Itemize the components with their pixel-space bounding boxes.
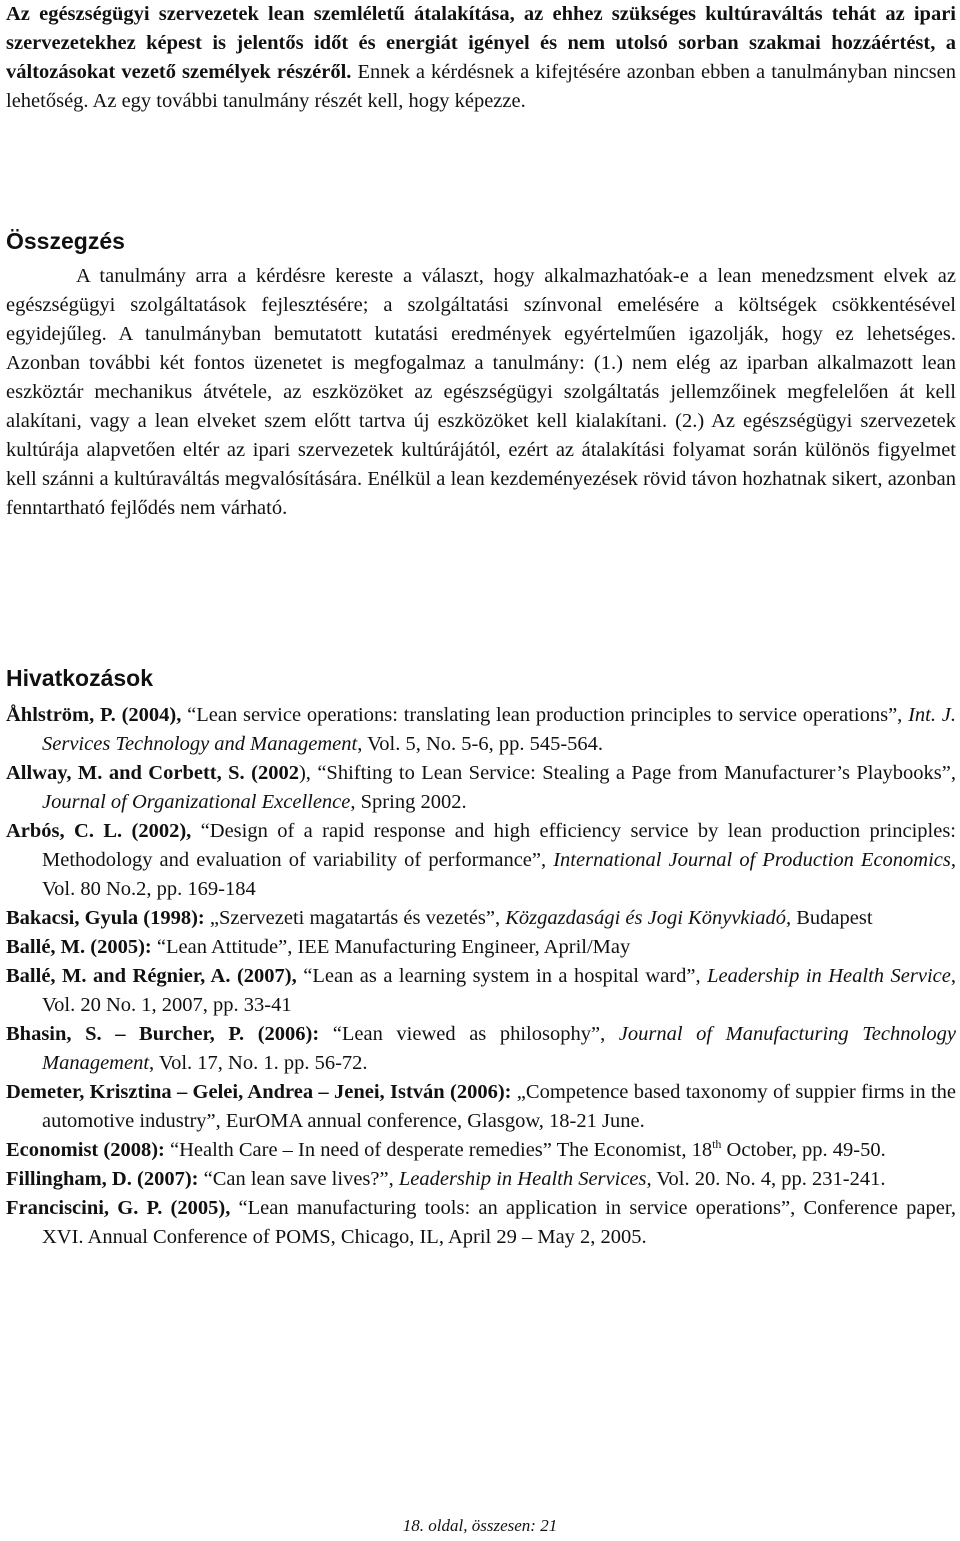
reference-title: “Health Care – In need of desperate remedies” The Economist, 18 — [164, 1139, 713, 1161]
reference-journal: Leadership in Health Service — [707, 965, 951, 987]
reference-title: “Can lean save lives?”, — [198, 1168, 399, 1190]
reference-title: „Competence based taxonomy of suppier firms in the automotive industry”, EurOMA annual conference, Glasgow, 18-21 June. — [42, 1081, 956, 1132]
reference-item — [6, 1136, 956, 1165]
reference-year: (2006): — [444, 1081, 512, 1103]
reference-details: , Vol. 80 No.2, pp. 169-184 — [42, 849, 956, 900]
reference-author: Bhasin, S. – Burcher, P. — [6, 1023, 245, 1045]
reference-journal: Journal of Manufacturing Technology Management — [42, 1023, 957, 1074]
reference-year: (1998): — [138, 907, 205, 929]
reference-item — [6, 701, 956, 759]
reference-author: Franciscini, G. P. — [6, 1197, 163, 1219]
reference-year: (2007), — [230, 965, 297, 987]
reference-year: (2008): — [98, 1139, 165, 1161]
reference-author: Bakacsi, Gyula — [6, 907, 139, 929]
reference-details: , Vol. 5, No. 5-6, pp. 545-564. — [357, 733, 604, 755]
reference-journal: Journal of Organizational Excellence — [42, 791, 351, 813]
reference-item — [6, 817, 956, 904]
reference-author: Ballé, M. — [6, 936, 86, 958]
intro-normal-text: Ennek a kérdésnek a kifejtésére azonban ebben a tanulmányban nincsen lehetőség. Az egy további tanulmány részét kell, hogy képezze. — [6, 61, 956, 112]
reference-author: Arbós, C. L. — [6, 820, 123, 842]
reference-item — [6, 904, 956, 933]
reference-details: , Vol. 17, No. 1. pp. 56-72. — [149, 1052, 368, 1074]
reference-year: (2002 — [244, 762, 299, 784]
intro-bold-text: Az egészségügyi szervezetek lean szemléletű átalakítása, az ehhez szükséges kultúraváltás tehát az ipari szervezetekhez képest is jelentős időt és energiát igényel és nem utolsó sorban szakmai hozzáértést, a változásokat vezető személyek részéről. — [6, 3, 956, 83]
intro-paragraph — [6, 0, 956, 116]
reference-year: (2007): — [131, 1168, 199, 1190]
reference-details: , Spring 2002. — [350, 791, 467, 813]
reference-author: Ballé, M. and Régnier, A. — [6, 965, 231, 987]
page-footer — [0, 1516, 960, 1536]
summary-paragraph: A tanulmány arra a kérdésre kereste a választ, hogy alkalmazhatóak-e a lean menedzsment elvek az egészségügyi szolgáltatások fejlesztésére; a szolgáltatási színvonal emelésére a költségek csökkentésével egyidejűleg. A tanulmányban bemutatott kutatási eredmények egyértelműen igazolják, hogy ez lehetséges. Azonban további két fontos üzenetet is megfogalmaz a tanulmány: (1.) nem elég az iparban alkalmazott lean eszköztár mechanikus átvétele, az eszközöket az egészségügyi szolgáltatás jellemzőinek megfelelően át kell alakítani, vagy a lean elveket szem előtt tartva új eszközöket kell kialakítani. (2.) Az egészségügyi szervezetek kultúrája alapvetően eltér az ipari szervezetek kultúrájától, ezért az átalakítási folyamat során különös figyelmet kell szánni a kultúraváltás megvalósítására. Enélkül a lean kezdeményezések rövid távon hozhatnak sikert, azonban fenntartható fejlődés nem várható. — [6, 265, 956, 519]
reference-details: Budapest — [791, 907, 873, 929]
reference-author: Fillingham, D. — [6, 1168, 132, 1190]
summary-heading: Összegzés — [6, 228, 125, 254]
reference-item — [6, 933, 956, 962]
reference-title: “Lean as a learning system in a hospital ward”, — [296, 965, 708, 987]
reference-superscript: th — [712, 1137, 722, 1151]
reference-title: “Lean viewed as philosophy”, — [319, 1023, 619, 1045]
reference-journal: Közgazdasági és Jogi Könyvkiadó, — [505, 907, 792, 929]
reference-year: (2005): — [85, 936, 152, 958]
reference-year: (2006): — [244, 1023, 320, 1045]
references-heading: Hivatkozások — [6, 665, 154, 691]
reference-title: “Lean manufacturing tools: an application in service operations”, Conference paper, XVI. Annual Conference of POMS, Chicago, IL, April 29 – May 2, 2005. — [42, 1197, 956, 1248]
reference-title: “Design of a rapid response and high efficiency service by lean production principles: Methodology and evaluation of variability of performance”, — [42, 820, 957, 871]
reference-title: „Szervezeti magatartás és vezetés”, — [204, 907, 506, 929]
reference-author: Economist — [6, 1139, 99, 1161]
reference-item — [6, 1020, 956, 1078]
reference-journal: Leadership in Health Services — [398, 1168, 647, 1190]
reference-list — [6, 701, 956, 1252]
reference-item — [6, 1165, 956, 1194]
reference-title: ), “Shifting to Lean Service: Stealing a Page from Manufacturer’s Playbooks”, — [298, 762, 957, 784]
reference-author: Åhlström, P. — [6, 704, 116, 726]
reference-author: Allway, M. and Corbett, S. — [6, 762, 245, 784]
reference-item — [6, 962, 956, 1020]
page-number: 18. oldal, összesen: 21 — [402, 1516, 558, 1535]
reference-details: October, pp. 49-50. — [721, 1139, 886, 1161]
reference-title: “Lean service operations: translating lean production principles to service operations”, — [181, 704, 909, 726]
reference-item — [6, 759, 956, 817]
reference-year: (2005), — [162, 1197, 231, 1219]
reference-author: Demeter, Krisztina – Gelei, Andrea – Jenei, István — [6, 1081, 445, 1103]
reference-details: , Vol. 20 No. 1, 2007, pp. 33-41 — [42, 965, 956, 1016]
reference-item — [6, 1078, 956, 1136]
reference-journal: International Journal of Production Economics — [553, 849, 951, 871]
reference-title: “Lean Attitude”, IEE Manufacturing Engineer, April/May — [151, 936, 631, 958]
reference-year: (2004), — [115, 704, 182, 726]
reference-details: , Vol. 20. No. 4, pp. 231-241. — [646, 1168, 886, 1190]
reference-journal: Int. J. Services Technology and Management — [42, 704, 956, 755]
reference-year: (2002), — [122, 820, 192, 842]
reference-item — [6, 1194, 956, 1252]
